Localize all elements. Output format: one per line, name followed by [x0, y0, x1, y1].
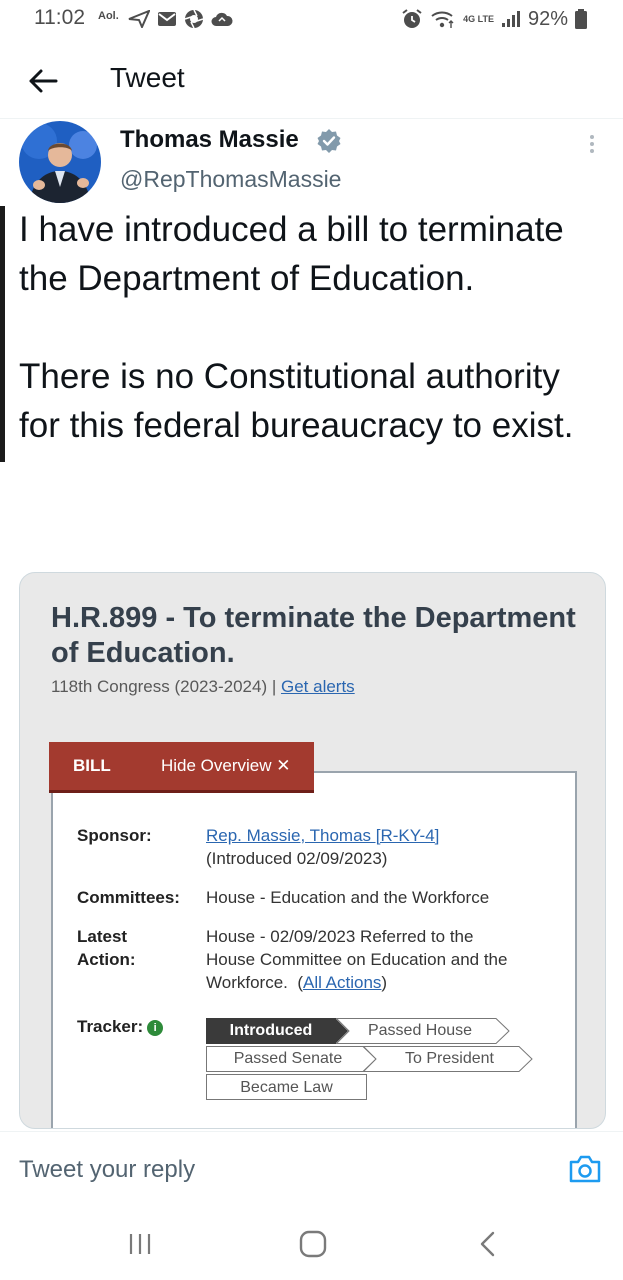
camera-icon[interactable] [568, 1154, 602, 1184]
avatar[interactable] [19, 121, 101, 203]
bill-overview-tab [49, 742, 314, 793]
system-nav-bar [0, 1200, 623, 1280]
tracker-step-passed-house: Passed House [367, 1022, 473, 1039]
more-options-icon[interactable] [582, 132, 602, 156]
all-actions-link[interactable]: All Actions [302, 973, 382, 992]
tweet-media-image[interactable] [19, 572, 606, 1129]
recent-apps-icon[interactable] [127, 1232, 153, 1256]
tracker-step-became-law: Became Law [206, 1074, 367, 1100]
page-title: Tweet [110, 62, 185, 93]
sponsor-value [206, 824, 536, 870]
bill-tab-label: BILL [73, 756, 111, 775]
navigation-icon [128, 10, 150, 28]
sponsor-link[interactable]: Rep. Massie, Thomas [R-KY-4] [206, 826, 440, 845]
tweet-paragraph: I have introduced a bill to terminate the Department of Education. [19, 210, 564, 298]
hide-overview-button[interactable] [161, 756, 291, 776]
network-type: 4G LTE [463, 13, 494, 24]
wifi-icon [430, 9, 456, 29]
battery-percent: 92% [527, 7, 568, 30]
tracker-label: Tracker: [77, 1017, 144, 1036]
tracker-step-passed-senate: Passed Senate [233, 1050, 343, 1067]
status-time: 11:02 [34, 6, 85, 29]
latest-action-label-line2: Action: [77, 950, 136, 969]
tracker-label-row [77, 1015, 163, 1038]
latest-action-text: House - 02/09/2023 Referred to the House Committee on Education and the Workforce. [206, 927, 508, 992]
tracker-step-to-president: To President [405, 1050, 494, 1067]
verified-badge-icon [316, 128, 342, 154]
get-alerts-link[interactable]: Get alerts [280, 677, 355, 696]
status-icons-right [401, 6, 587, 32]
tracker-step-introduced: Introduced [206, 1018, 336, 1044]
top-app-bar [0, 44, 623, 119]
alarm-icon [401, 8, 423, 30]
latest-action-value: House - 02/09/2023 Referred to the House Committee on Education and the Workforce. (All Actions) [206, 927, 508, 992]
sponsor-label: Sponsor: [77, 826, 152, 845]
hide-overview-label: Hide Overview [161, 756, 272, 775]
status-bar [0, 0, 623, 40]
bill-title: H.R.899 - To terminate the Department of Education. [51, 602, 576, 669]
reply-bar [0, 1131, 623, 1201]
latest-action-label-line1: Latest [77, 927, 128, 946]
tweet-paragraph: There is no Constitutional authority for this federal bureaucracy to exist. [19, 357, 574, 445]
latest-action-label [77, 925, 136, 971]
signal-icon [501, 10, 521, 28]
cloud-icon [211, 11, 233, 27]
bill-congress [51, 677, 355, 697]
congress-label: 118th Congress (2023-2024) | [51, 677, 277, 696]
nav-back-icon[interactable] [477, 1230, 499, 1258]
battery-icon [575, 9, 587, 29]
author-name[interactable]: Thomas Massie [120, 126, 299, 153]
mail-icon [157, 11, 177, 27]
close-icon: ✕ [276, 756, 291, 775]
committees-value: House - Education and the Workforce [206, 888, 490, 907]
status-icons-left [128, 6, 233, 32]
tweet-text [19, 205, 609, 450]
scroll-indicator [0, 206, 5, 462]
aperture-icon [184, 9, 204, 29]
status-carrier: Aol. [98, 10, 119, 22]
author-handle[interactable]: @RepThomasMassie [120, 166, 342, 192]
committees-label: Committees: [77, 888, 180, 907]
back-arrow-icon[interactable] [26, 64, 60, 98]
reply-input[interactable]: Tweet your reply [19, 1156, 196, 1183]
sponsor-introduced: (Introduced 02/09/2023) [206, 849, 388, 868]
info-icon[interactable]: i [147, 1020, 163, 1036]
home-icon[interactable] [299, 1230, 327, 1258]
